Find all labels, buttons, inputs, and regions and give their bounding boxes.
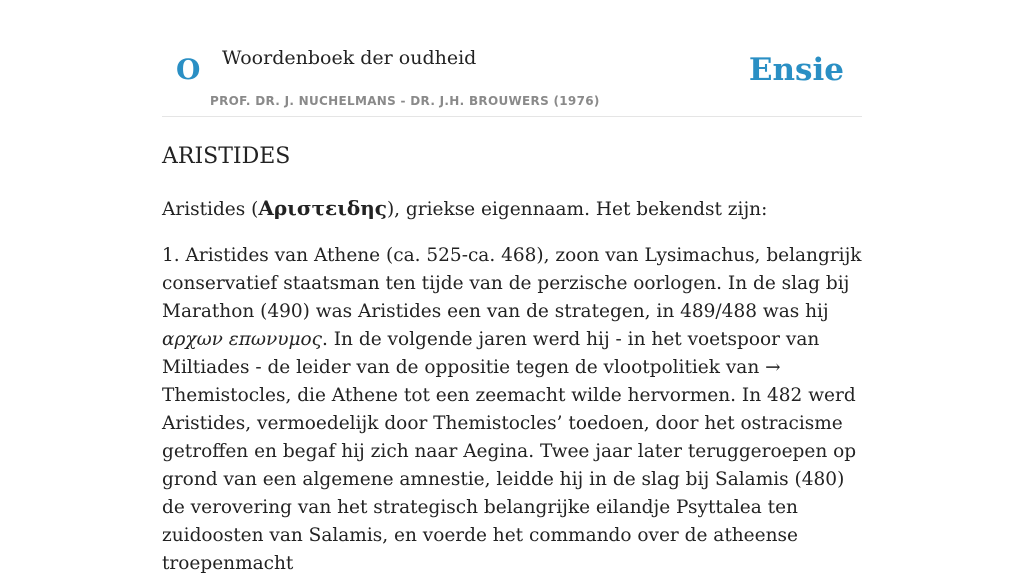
intro-paragraph bbox=[162, 194, 862, 224]
article bbox=[162, 142, 862, 578]
paragraph-1-part-3: , die Athene tot een zeemacht wilde hervormen. In 482 werd Aristides, vermoedelijk door Themistocles’ toedoen, door het ostracisme getroffen en begaf hij zich naar Aegina. Twee jaar later teruggeroepen op grond van een algemene amnestie, leidde hij in de slag bij Salamis (480) de verovering van het strategisch belangrijke eilandje Psyttalea ten zuidoosten van Salamis, en voerde het commando over de atheense troepenmacht bbox=[162, 385, 857, 574]
cross-reference-link-themistocles[interactable]: Themistocles bbox=[162, 385, 286, 406]
header bbox=[162, 0, 862, 117]
paragraph-1-part-2: . In de volgende jaren werd hij - in het voetspoor van Miltiades - de leider van de oppositie tegen de vlootpolitiek van bbox=[162, 329, 820, 378]
main-container bbox=[162, 0, 862, 578]
letter-index-link[interactable]: O bbox=[176, 53, 201, 86]
paragraph-1 bbox=[162, 242, 862, 578]
intro-text-before: Aristides ( bbox=[162, 199, 259, 220]
entry-title: ARISTIDES bbox=[162, 144, 291, 169]
brand-logo[interactable]: Ensie bbox=[748, 52, 844, 88]
book-title-link[interactable]: Woordenboek der oudheid bbox=[222, 47, 477, 69]
intro-text-after: ), griekse eigennaam. Het bekendst zijn: bbox=[386, 199, 768, 220]
greek-term: αρχων επωνυμος bbox=[162, 329, 322, 350]
greek-name: Αριστειδης bbox=[258, 196, 387, 220]
paragraph-1-part-1: 1. Aristides van Athene (ca. 525-ca. 468), zoon van Lysimachus, belangrijk conservatief staatsman ten tijde van de perzische oorlogen. In de slag bij Marathon (490) was Aristides een van de strategen, in 489/488 was hij bbox=[162, 245, 862, 322]
cross-reference-arrow-icon: → bbox=[765, 357, 781, 378]
authors-line: PROF. DR. J. NUCHELMANS - DR. J.H. BROUWERS (1976) bbox=[210, 94, 600, 108]
